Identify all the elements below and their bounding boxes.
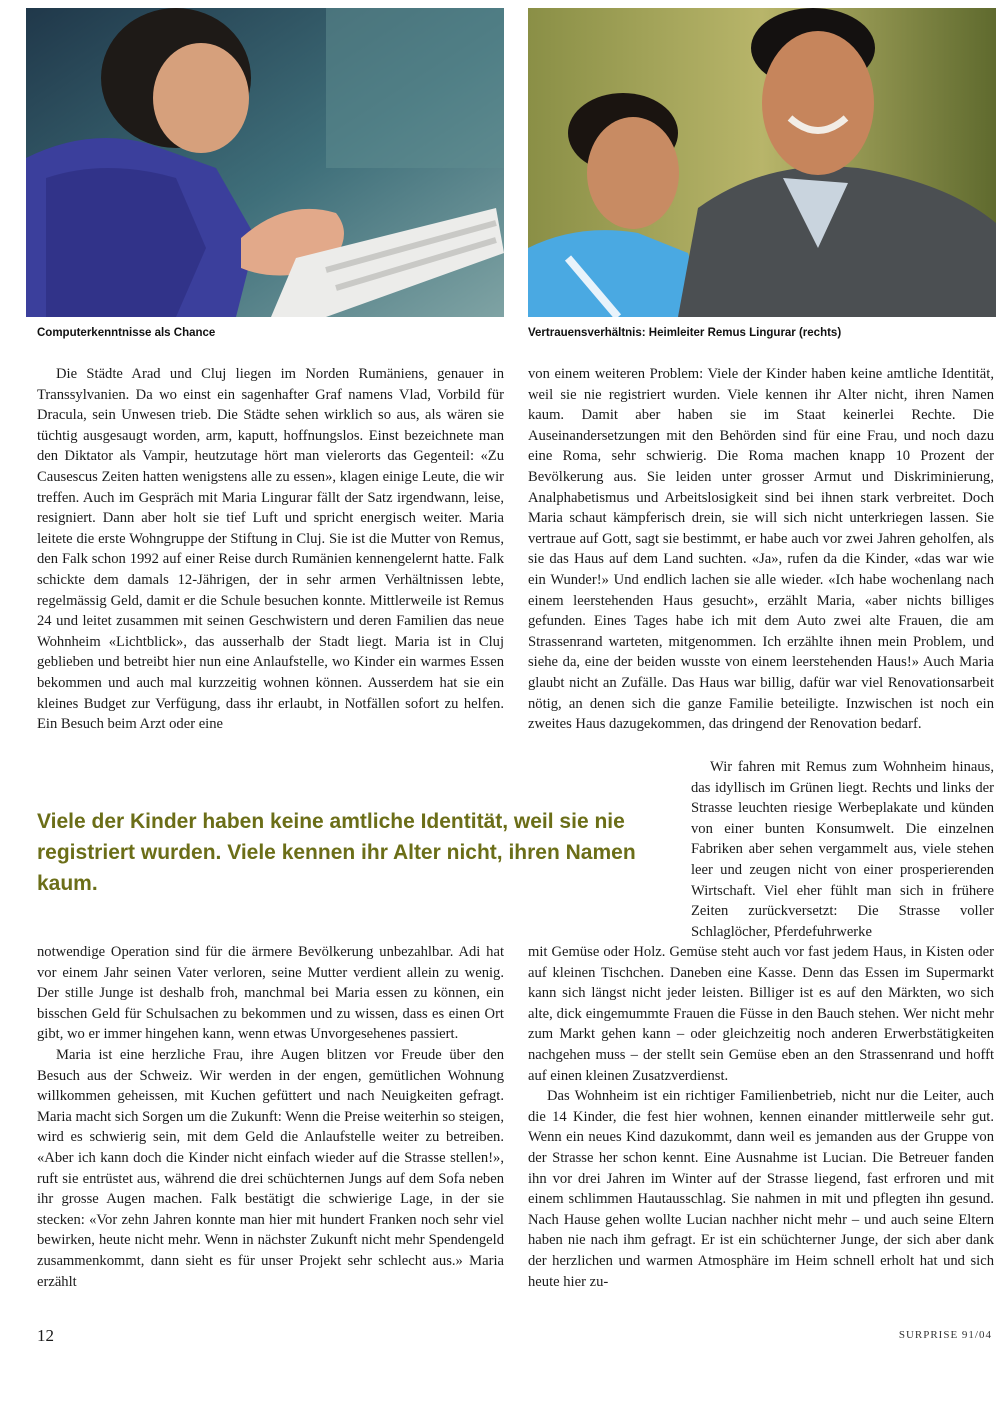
article-column-lower-left	[37, 942, 504, 1314]
pull-quote: Viele der Kinder haben keine amtliche Identität, weil sie nie registriert wurden. Viele kennen ihr Alter nicht, ihren Namen kaum.	[37, 810, 636, 895]
photo-right-caption: Vertrauensverhältnis: Heimleiter Remus Lingurar (rechts)	[528, 327, 842, 339]
photo-remus-and-boy-image	[528, 8, 996, 317]
article-paragraph: Wir fahren mit Remus zum Wohnheim hinaus, das idyllisch im Grünen liegt. Rechts und links der Strasse leuchten riesige Werbeplakate und künden von einer bunten Konsumwelt. Die einzelnen Fabriken aber sehen vergammelt aus, viele stehen leer und zeugen nicht von einer prosperierenden Wirtschaft. Viel eher fühlt man sich in frühere Zeiten zurückversetzt: Die Strasse voller Schlaglöcher, Pferdefuhrwerke	[691, 759, 994, 940]
photo-boy-at-keyboard	[26, 8, 504, 317]
article-paragraph: mit Gemüse oder Holz. Gemüse steht auch vor fast jedem Haus, in Kisten oder auf kleinen Tischchen. Daneben eine Kasse. Denn das Essen im Supermarkt kann sich längst nicht jeder leisten. Billiger ist es auf den Märkten, wo sich alte, dick eingemummte Frauen die Füsse in den Bauch stehen. Wer nicht mehr zum Markt gehen kann – oder gleichzeitig noch anderen Erwerbstätigkeiten nachgehen muss – der stellt sein Gemüse eben an den Strassenrand und hofft auf einen kleinen Zusatzverdienst.	[528, 944, 994, 1084]
photo-left-caption: Computerkenntnisse als Chance	[37, 327, 216, 339]
photo-remus-and-boy	[528, 8, 996, 317]
article-paragraph: Das Wohnheim ist ein richtiger Familienbetrieb, nicht nur die Leiter, auch die 14 Kinder, die fest hier wohnen, kennen einander mittlerweile sehr gut. Wenn ein neues Kind dazukommt, dann weil es jemanden aus der Gruppe von der Strasse her schon kennt. Eine Ausnahme ist Lucian. Die Betreuer fanden ihn vor drei Jahren im Winter auf der Strasse liegend, fast erfroren und mit einem schlimmen Hautausschlag. Sie nahmen in mit und pflegten ihn gesund. Nach Hause gehen wollte Lucian nachher nicht mehr – und auch seine Eltern haben nie nach ihm gefragt. Er ist ein schüchterner Junge, der sich aber dank der herzlichen und warmen Atmosphäre im Heim schnell erholt hat und sich heute hier zu-	[528, 1088, 994, 1290]
article-column-upper-left	[37, 364, 504, 756]
article-paragraph: notwendige Operation sind für die ärmere Bevölkerung unbezahlbar. Adi hat vor einem Jahr seinen Vater verloren, seine Mutter verdient allein zu wenig. Der stille Junge ist deshalb froh, manchmal bei Maria essen zu können, ein bisschen Geld für Schulsachen zu bekommen und zu wissen, dass es einen Ort gibt, wo er immer hingehen kann, wenn etwas Unvorgesehenes passiert.	[37, 944, 504, 1043]
article-paragraph: Maria ist eine herzliche Frau, ihre Augen blitzen vor Freude über den Besuch aus der Schweiz. Wir werden in der engen, gemütlichen Wohnung willkommen geheissen, mit Kuchen gefüttert und nach Neuigkeiten gefragt. Maria macht sich Sorgen um die Zukunft: Wenn die Preise weiterhin so steigen, wird es schwierig sein, mit dem Geld die Anlaufstelle weiter zu betreiben. «Aber ich kann doch die Kinder nicht einfach wieder auf die Strasse stellen!», ruft sie entrüstet aus, während die drei schüchternen Jungs auf dem Sofa neben ihr grosse Augen machen. Falk bestätigt die schwierige Lage, in der sie stecken: «Vor zehn Jahren konnte man hier mit hundert Franken noch sehr viel bewirken, heute nicht mehr. Wenn in nächster Zukunft nicht mehr Spendengeld zusammenkommt, dann sieht es für unser Projekt sehr schlecht aus.» Maria erzählt	[37, 1046, 504, 1290]
page-number: 12	[37, 1326, 54, 1345]
article-paragraph: Die Städte Arad und Cluj liegen im Norden Rumäniens, genauer in Transsylvanien. Da wo einst ein sagenhafter Graf namens Vlad, Vorbild für Dracula, sein Unwesen trieb. Die Städte sehen wirklich so aus, als wären sie tüchtig ausgesaugt worden, arm, kaputt, hoffnungslos. Einst bezeichnete man den Diktator als Vampir, heutzutage hört man vielerorts das Gegenteil: «Zu Causescus Zeiten hatten wenigstens alle zu essen», klagen einige Leute, die wir treffen. Auch im Gespräch mit Maria Lingurar fällt der Satz irgendwann, leise, resigniert. Dann aber holt sie tief Luft und spricht energisch weiter. Maria leitete die erste Wohngruppe der Stiftung in Cluj. Sie ist die Mutter von Remus, den Falk schon 1992 auf einer Reise durch Rumänien kennengelernt hatte. Falk schickte dem damals 12-Jährigen, der in sehr armen Verhältnissen lebte, regelmässig Geld, damit er die Schule besuchen konnte. Mittlerweile ist Remus 24 und leitet zusammen mit seinen Geschwistern und deren Familien das neue Wohnheim «Lichtblick», das ausserhalb der Stadt liegt. Maria ist in Cluj geblieben und betreibt hier nun eine Anlaufstelle, wo Kinder ein warmes Essen bekommen und auch mal kurzzeitig wohnen können. Ausserdem hat sie ein kleines Budget zur Verfügung, dass ihr erlaubt, in Notfällen sofort zu helfen. Ein Besuch beim Arzt oder eine	[37, 366, 504, 733]
article-column-lower-right	[528, 942, 994, 1314]
article-column-upper-right	[528, 364, 994, 756]
article-paragraph: von einem weiteren Problem: Viele der Kinder haben keine amtliche Identität, weil sie nie registriert wurden. Viele kennen ihr Alter nicht, ihren Namen kaum. Damit aber haben sie im Staat keinerlei Rechte. Die Auseinandersetzungen mit den Behörden sind für eine Frau, und noch dazu eine Roma, sehr schwierig. Die Roma machen knapp 10 Prozent der Bevölkerung aus. Sie leiden unter grosser Armut und Diskriminierung, Analphabetismus und Arbeitslosigkeit sind bei ihnen stark verbreitet. Doch Maria schaut kämpferisch drein, sie will sich nicht unterkriegen lassen. Sie vertraue auf Gott, sagt sie bestimmt, er habe auch vor zwei Jahren geholfen, als sie das Haus auf dem Land suchten. «Ja», rufen da die Kinder, «das war wie ein Wunder!» Und endlich lachen sie alle wieder. «Ich habe wochenlang nach einem leerstehenden Haus gesucht», erzählt Maria, «aber nichts billiges gefunden. Eines Tages habe ich mit dem Auto zwei alte Frauen, die am Strassenrand warteten, mitgenommen. Ich erzählte ihnen mein Problem, und siehe da, eine der beiden wusste von einem leerstehenden Haus!» Auch Maria glaubt nicht an Zufälle. Das Haus war billig, dafür war viel Renovationsarbeit nötig, an denen sich die ganze Familie beteiligte. Inzwischen ist noch ein zweites Haus dazugekommen, das dringend der Renovation bedarf.	[528, 366, 994, 733]
photo-boy-at-keyboard-image	[26, 8, 504, 317]
article-column-mid-right	[691, 757, 994, 943]
magazine-issue: SURPRISE 91/04	[898, 1329, 992, 1341]
